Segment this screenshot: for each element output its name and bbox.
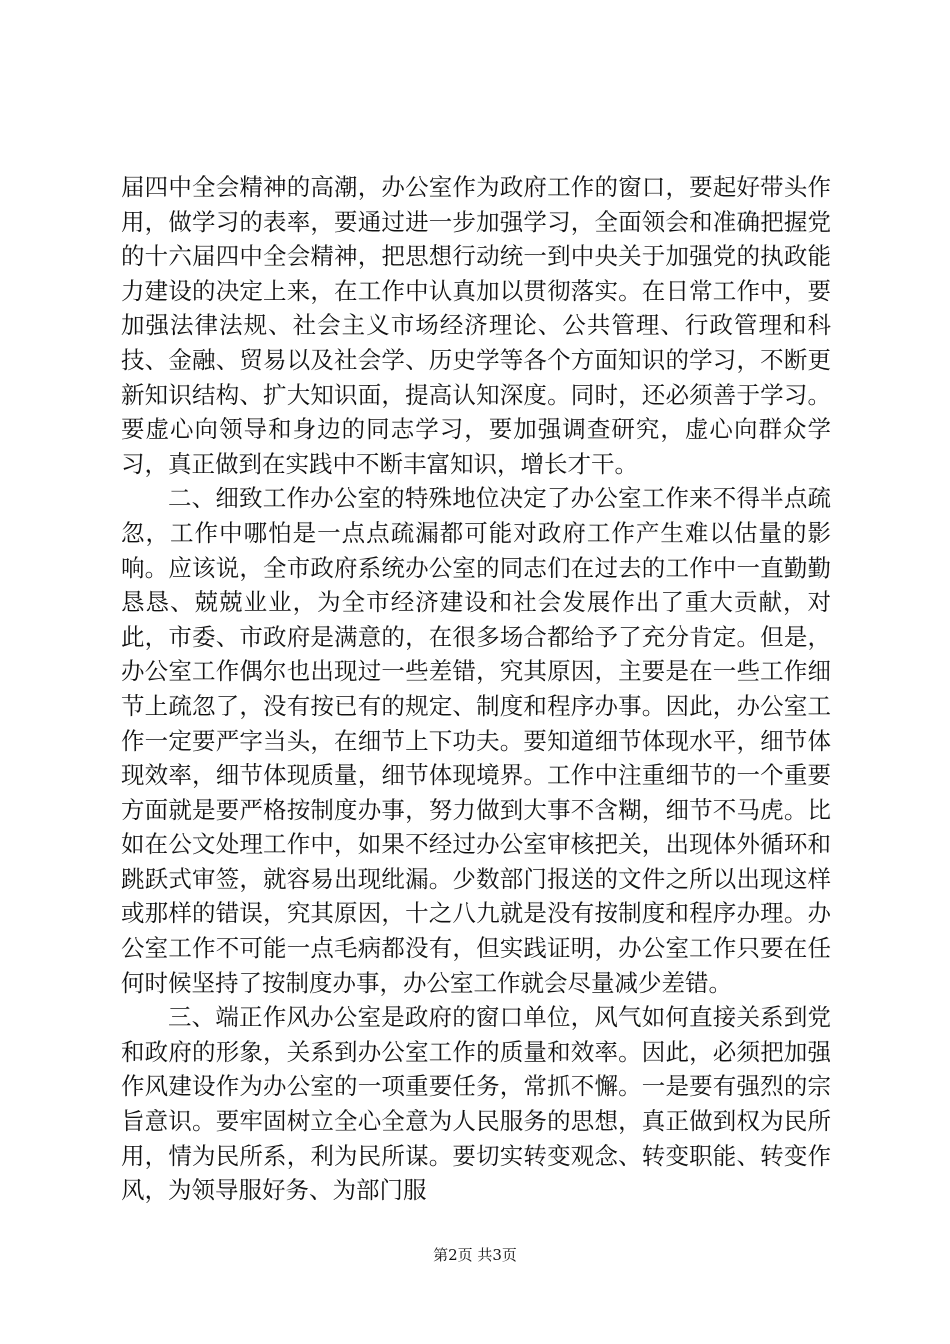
paragraph-careful-work: 二、细致工作办公室的特殊地位决定了办公室工作来不得半点疏忽，工作中哪怕是一点点疏漏都可能对政府工作产生难以估量的影响。应该说，全市政府系统办公室的同志们在过去的工作中一直勤勤恳恳、兢兢业业，为全市经济建设和社会发展作出了重大贡献，对此，市委、市政府是满意的，在很多场合都给予了充分肯定。但是，办公室工作偶尔也出现过一些差错，究其原因，主要是在一些工作细节上疏忽了，没有按已有的规定、制度和程序办事。因此，办公室工作一定要严字当头，在细节上下功夫。要知道细节体现水平，细节体现效率，细节体现质量，细节体现境界。工作中注重细节的一个重要方面就是要严格按制度办事，努力做到大事不含糊，细节不马虎。比如在公文处理工作中，如果不经过办公室审核把关，出现体外循环和跳跃式审签，就容易出现纰漏。少数部门报送的文件之所以出现这样或那样的错误，究其原因，十之八九就是没有按制度和程序办理。办公室工作不可能一点毛病都没有，但实践证明，办公室工作只要在任何时候坚持了按制度办事，办公室工作就会尽量减少差错。 xyxy=(121,484,831,997)
document-body xyxy=(121,170,831,1208)
page-number-footer: 第2页 共3页 xyxy=(433,1246,517,1264)
paragraph-study: 届四中全会精神的高潮，办公室作为政府工作的窗口，要起好带头作用，做学习的表率，要通过进一步加强学习，全面领会和准确把握党的十六届四中全会精神，把思想行动统一到中央关于加强党的执政能力建设的决定上来，在工作中认真加以贯彻落实。在日常工作中，要加强法律法规、社会主义市场经济理论、公共管理、行政管理和科技、金融、贸易以及社会学、历史学等各个方面知识的学习，不断更新知识结构、扩大知识面，提高认知深度。同时，还必须善于学习。要虚心向领导和身边的同志学习，要加强调查研究，虚心向群众学习，真正做到在实践中不断丰富知识，增长才干。 xyxy=(121,173,831,478)
paragraph-work-style: 三、端正作风办公室是政府的窗口单位，风气如何直接关系到党和政府的形象，关系到办公室工作的质量和效率。因此，必须把加强作风建设作为办公室的一项重要任务，常抓不懈。一是要有强烈的宗旨意识。要牢固树立全心全意为人民服务的思想，真正做到权为民所用，情为民所系，利为民所谋。要切实转变观念、转变职能、转变作风，为领导服好务、为部门服 xyxy=(121,1003,831,1205)
